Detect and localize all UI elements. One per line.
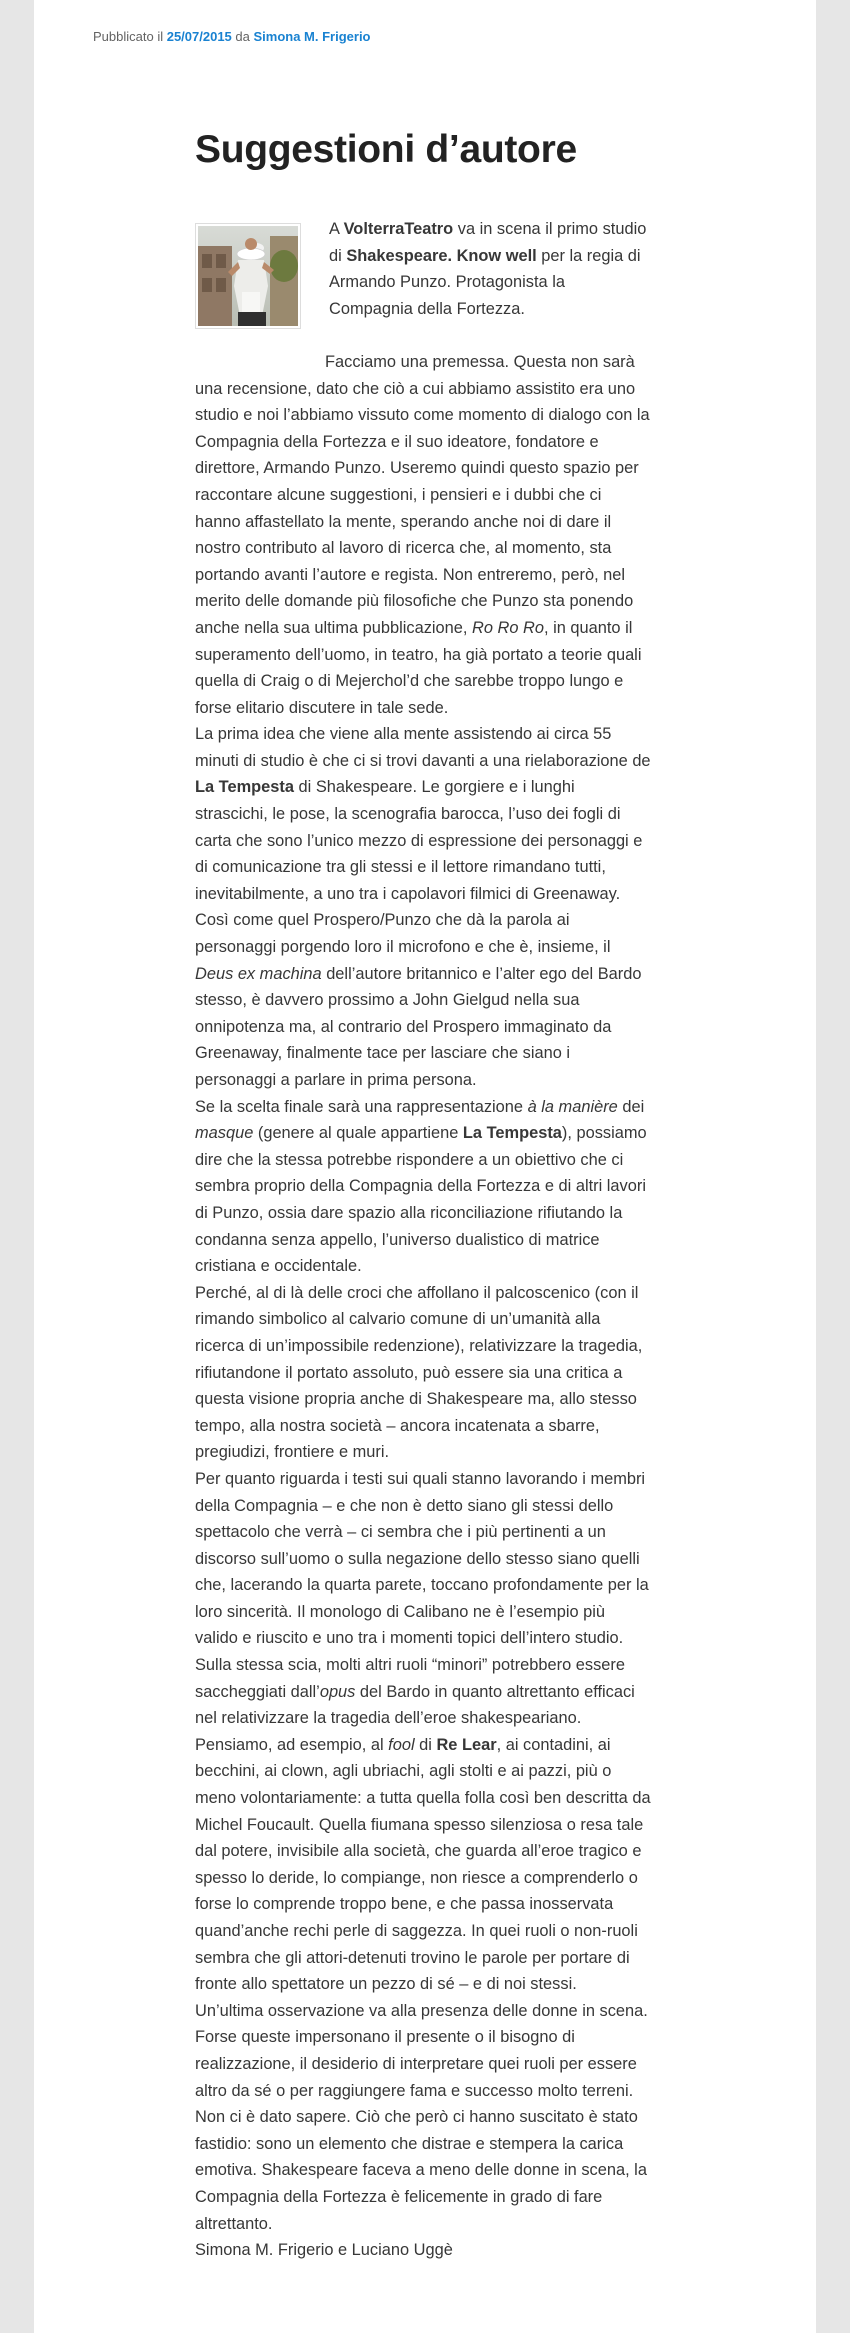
- intro-text: per la regia di Armando Punzo. Protagonista la Compagnia della Fortezza.: [329, 246, 641, 318]
- paragraph-text: Facciamo una premessa. Questa non sarà una recensione, dato che ciò a cui abbiamo assistito era uno studio e noi l’abbiamo vissuto come momento di dialogo con la Compagnia della Fortezza e il suo ideatore, fondatore e direttore, Armando Punzo. Useremo quindi questo spazio per raccontare alcune suggestioni, i pensieri e i dubbi che ci hanno affastellato la mente, sperando anche noi di dare il nostro contributo al lavoro di ricerca che, al momento, sta portando avanti l’autore e regista. Non entreremo, però, nel merito delle domande più filosofiche che Punzo sta ponendo anche nella sua ultima pubblicazione,: [195, 352, 650, 637]
- paragraph-text: di Shakespeare. Le gorgiere e i lunghi strascichi, le pose, la scenografia barocca, l’uso dei fogli di carta che sono l’unico mezzo di espressione dei personaggi e di comunicazione tra gli stessi e il lettore rimandano tutti, inevitabilmente, a uno tra i capolavori filmici di Greenaway. Così come quel Prospero/Punzo che dà la parola ai personaggi porgendo loro il microfono e che è, insieme, il: [195, 778, 643, 957]
- post-author-link[interactable]: Simona M. Frigerio: [253, 29, 371, 44]
- intro-text: A: [329, 220, 344, 238]
- paragraph-text: dei: [617, 1097, 645, 1116]
- article-content: [195, 216, 651, 2264]
- paragraph-bold: La Tempesta: [462, 1124, 562, 1143]
- signature: Simona M. Frigerio e Luciano Uggè: [195, 2241, 453, 2260]
- paragraph-text: , ai contadini, ai becchini, ai clown, agli ubriachi, agli stolti e ai pazzi, più o meno volontariamente: a tutta quella folla così ben descritta da Michel Foucault. Quella fiumana spesso silenziosa o resa tale dal potere, invisibile alla società, che guarda all’eroe tragico e spesso lo deride, lo compiange, non riesce a comprenderlo o forse lo comprende troppo bene, e che passa inosservata quand’anche rechi perle di saggezza. In quei ruoli o non-ruoli sembra che gli attori-detenuti trovino le parole per portare di fronte allo spettatore un pezzo di sé – e di noi stessi.: [195, 1735, 651, 1994]
- paragraph-text: Se la scelta finale sarà una rappresentazione: [195, 1097, 528, 1116]
- article-thumbnail[interactable]: [195, 223, 301, 329]
- intro-bold-show-title: Shakespeare. Know well: [346, 246, 537, 265]
- paragraph-5: [195, 1466, 651, 1998]
- post-meta: [93, 28, 371, 46]
- intro-bold-volterrateatro: VolterraTeatro: [343, 220, 454, 238]
- meta-prefix: Pubblicato il: [93, 29, 167, 44]
- paragraph-3: [195, 1094, 651, 1280]
- paragraph-2: [195, 721, 651, 1093]
- paragraph-4: Perché, al di là delle croci che affollano il palcoscenico (con il rimando simbolico al calvario comune di un’umanità alla ricerca di un’impossibile redenzione), relativizzare la tragedia, rifiutandone il portato assoluto, può essere sia una critica a questa visione propria anche di Shakespeare ma, allo stesso tempo, alla nostra società – ancora incatenata a sbarre, pregiudizi, frontiere e muri.: [195, 1283, 643, 1462]
- paragraph-text: Per quanto riguarda i testi sui quali stanno lavorando i membri della Compagnia – e che non è detto siano gli stessi dello spettacolo che verrà – ci sembra che i più pertinenti a un discorso sull’uomo o sulla negazione dello stesso siano quelli che, lacerando la quarta parete, toccano profondamente per la loro sincerità. Il monologo di Calibano ne è l’esempio più valido e riuscito e uno tra i momenti topici dell’intero studio. Sulla stessa scia, molti altri ruoli “minori” potrebbero essere saccheggiati dall’: [195, 1469, 649, 1701]
- paragraph-italic: Deus ex machina: [195, 964, 322, 983]
- paragraph-text: dell’autore britannico e l’alter ego del Bardo stesso, è davvero prossimo a John Gielgud nella sua onnipotenza ma, al contrario del Prospero immaginato da Greenaway, finalmente tace per lasciare che siano i personaggi a parlare in prima persona.: [195, 964, 642, 1089]
- meta-by: da: [231, 29, 254, 44]
- paragraph-italic: opus: [319, 1682, 356, 1701]
- post-date-link[interactable]: 25/07/2015: [166, 29, 232, 44]
- page: [34, 0, 816, 2333]
- paragraph-italic: masque: [195, 1124, 254, 1143]
- paragraph-italic: fool: [388, 1735, 415, 1754]
- paragraph-text: di: [414, 1735, 437, 1754]
- paragraph-text: , in quanto il superamento dell’uomo, in teatro, ha già portato a teorie quali quella di Craig o di Mejerchol’d che sarebbe troppo lungo e forse elitario discutere in tale sede.: [195, 618, 642, 717]
- paragraph-text: ), possiamo dire che la stessa potrebbe rispondere a un obiettivo che ci sembra proprio della Compagnia della Fortezza e di altri lavori di Punzo, ossia dare spazio alla riconciliazione rifiutando la condanna senza appello, l’universo dualistico di matrice cristiana e occidentale.: [195, 1124, 647, 1276]
- actor-photo-icon: [198, 226, 298, 326]
- paragraph-italic: à la manière: [527, 1097, 618, 1116]
- paragraph-1: [195, 349, 651, 721]
- paragraph-italic: Ro Ro Ro: [472, 618, 544, 637]
- paragraph-text: La prima idea che viene alla mente assistendo ai circa 55 minuti di studio è che ci si trovi davanti a una rielaborazione de: [195, 725, 651, 770]
- paragraph-text: (genere al quale appartiene: [253, 1124, 463, 1143]
- paragraph-6: Un’ultima osservazione va alla presenza delle donne in scena. Forse queste impersonano il presente o il bisogno di realizzazione, il desiderio di interpretare quei ruoli per essere altro da sé o per raggiungere fama e successo molto terreni. Non ci è dato sapere. Ciò che però ci hanno suscitato è stato fastidio: sono un elemento che distrae e stempera la carica emotiva. Shakespeare faceva a meno delle donne in scena, la Compagnia della Fortezza è felicemente in grado di fare altrettanto.: [195, 2001, 648, 2233]
- page-title: Suggestioni d’autore: [195, 128, 577, 171]
- paragraph-bold: Re Lear: [436, 1735, 497, 1754]
- paragraph-text: del Bardo in quanto altrettanto efficaci nel relativizzare la tragedia dell’eroe shakespeariano. Pensiamo, ad esempio, al: [195, 1682, 635, 1754]
- intro-text: va in scena il primo studio di: [329, 220, 647, 265]
- paragraph-bold: La Tempesta: [195, 778, 294, 797]
